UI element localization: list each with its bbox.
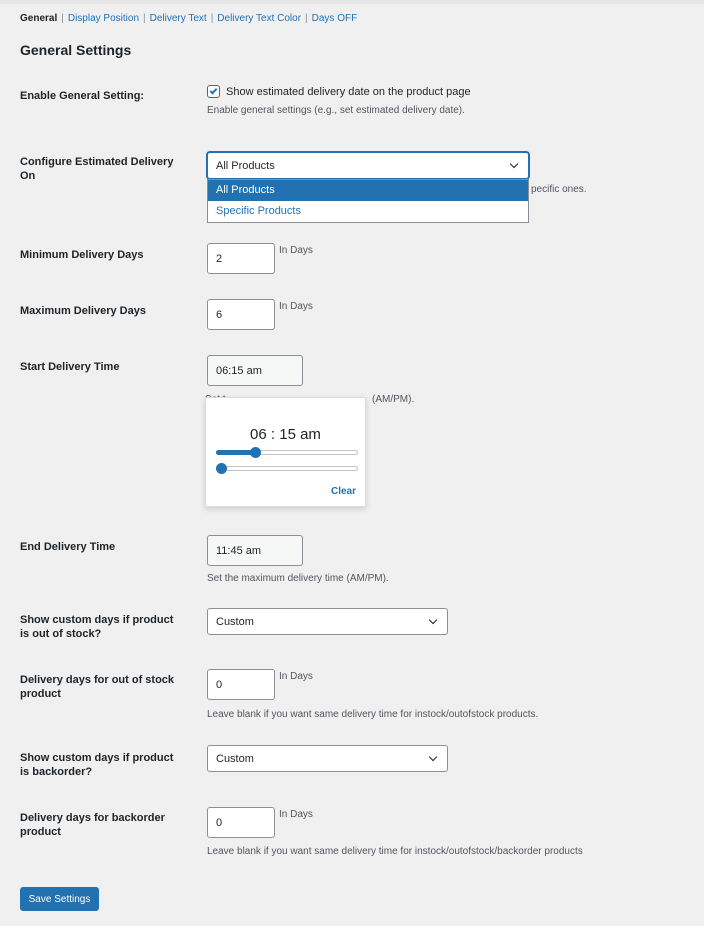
tab-days-off[interactable]: Days OFF bbox=[311, 13, 358, 24]
page-title: General Settings bbox=[20, 42, 132, 58]
enable-general-checkbox[interactable] bbox=[207, 85, 220, 98]
time-picker-display: 06 : 15 am bbox=[250, 426, 321, 443]
enable-general-checkbox-label[interactable]: Show estimated delivery date on the product page bbox=[226, 85, 471, 98]
chevron-down-icon bbox=[429, 616, 437, 624]
tab-separator: | bbox=[210, 13, 214, 24]
tab-separator: | bbox=[143, 13, 146, 24]
configure-on-description: pecific ones. bbox=[531, 184, 587, 195]
time-picker-clear-button[interactable]: Clear bbox=[330, 486, 356, 497]
max-days-input[interactable]: 6 bbox=[207, 299, 275, 330]
settings-tabs bbox=[20, 13, 357, 24]
tab-separator: | bbox=[305, 13, 308, 24]
custom-backorder-label: Show custom days if product is backorder? bbox=[20, 752, 174, 778]
end-time-input[interactable]: 11:45 am bbox=[207, 535, 303, 566]
backorder-days-unit: In Days bbox=[279, 809, 313, 820]
enable-general-label: Enable General Setting: bbox=[20, 90, 145, 102]
configure-on-dropdown bbox=[207, 179, 529, 223]
custom-backorder-selected: Custom bbox=[216, 752, 254, 765]
end-time-description: Set the maximum delivery time (AM/PM). bbox=[207, 573, 389, 584]
min-days-unit: In Days bbox=[279, 245, 313, 256]
backorder-days-input[interactable]: 0 bbox=[207, 807, 275, 838]
start-time-description-tail: (AM/PM). bbox=[372, 394, 415, 405]
hour-slider-handle[interactable] bbox=[250, 447, 261, 458]
end-time-label: End Delivery Time bbox=[20, 541, 116, 553]
tab-delivery-text-color[interactable]: Delivery Text Color bbox=[217, 13, 302, 24]
max-days-unit: In Days bbox=[279, 301, 313, 312]
configure-on-label: Configure Estimated Delivery On bbox=[20, 156, 174, 182]
configure-on-selected: All Products bbox=[216, 159, 275, 172]
minute-slider[interactable] bbox=[216, 466, 358, 471]
custom-backorder-select[interactable] bbox=[207, 745, 448, 772]
start-time-label: Start Delivery Time bbox=[20, 361, 120, 373]
out-of-stock-days-description: Leave blank if you want same delivery time for instock/outofstock products. bbox=[207, 709, 539, 720]
backorder-days-label: Delivery days for backorder product bbox=[20, 812, 165, 838]
backorder-days-description: Leave blank if you want same delivery time for instock/outofstock/backorder products bbox=[207, 846, 583, 857]
tab-delivery-text[interactable]: Delivery Text bbox=[149, 13, 207, 24]
tab-display-position[interactable]: Display Position bbox=[67, 13, 140, 24]
tab-separator: | bbox=[61, 13, 64, 24]
out-of-stock-days-unit: In Days bbox=[279, 671, 313, 682]
tab-general[interactable]: General bbox=[20, 13, 58, 24]
enable-general-checkbox-row[interactable] bbox=[207, 85, 471, 98]
enable-general-description: Enable general settings (e.g., set estimated delivery date). bbox=[207, 105, 465, 116]
out-of-stock-days-input[interactable]: 0 bbox=[207, 669, 275, 700]
hour-slider[interactable] bbox=[216, 450, 358, 455]
chevron-down-icon bbox=[510, 160, 518, 168]
min-days-label: Minimum Delivery Days bbox=[20, 249, 144, 261]
max-days-label: Maximum Delivery Days bbox=[20, 305, 146, 317]
minute-slider-handle[interactable] bbox=[216, 463, 227, 474]
dropdown-option-specific-products[interactable]: Specific Products bbox=[216, 205, 301, 217]
out-of-stock-days-label: Delivery days for out of stock product bbox=[20, 674, 175, 700]
custom-out-of-stock-label: Show custom days if product is out of stock? bbox=[20, 614, 174, 640]
top-bar bbox=[0, 0, 704, 4]
dropdown-option-all-products[interactable]: All Products bbox=[208, 180, 528, 201]
custom-out-of-stock-selected: Custom bbox=[216, 615, 254, 628]
chevron-down-icon bbox=[429, 753, 437, 761]
custom-out-of-stock-select[interactable] bbox=[207, 608, 448, 635]
hour-slider-fill bbox=[216, 450, 254, 455]
save-settings-button[interactable]: Save Settings bbox=[20, 887, 99, 911]
start-time-input[interactable]: 06:15 am bbox=[207, 355, 303, 386]
checkmark-icon bbox=[210, 86, 218, 94]
time-picker-popup bbox=[205, 397, 366, 507]
min-days-input[interactable]: 2 bbox=[207, 243, 275, 274]
configure-on-select[interactable] bbox=[207, 152, 529, 179]
